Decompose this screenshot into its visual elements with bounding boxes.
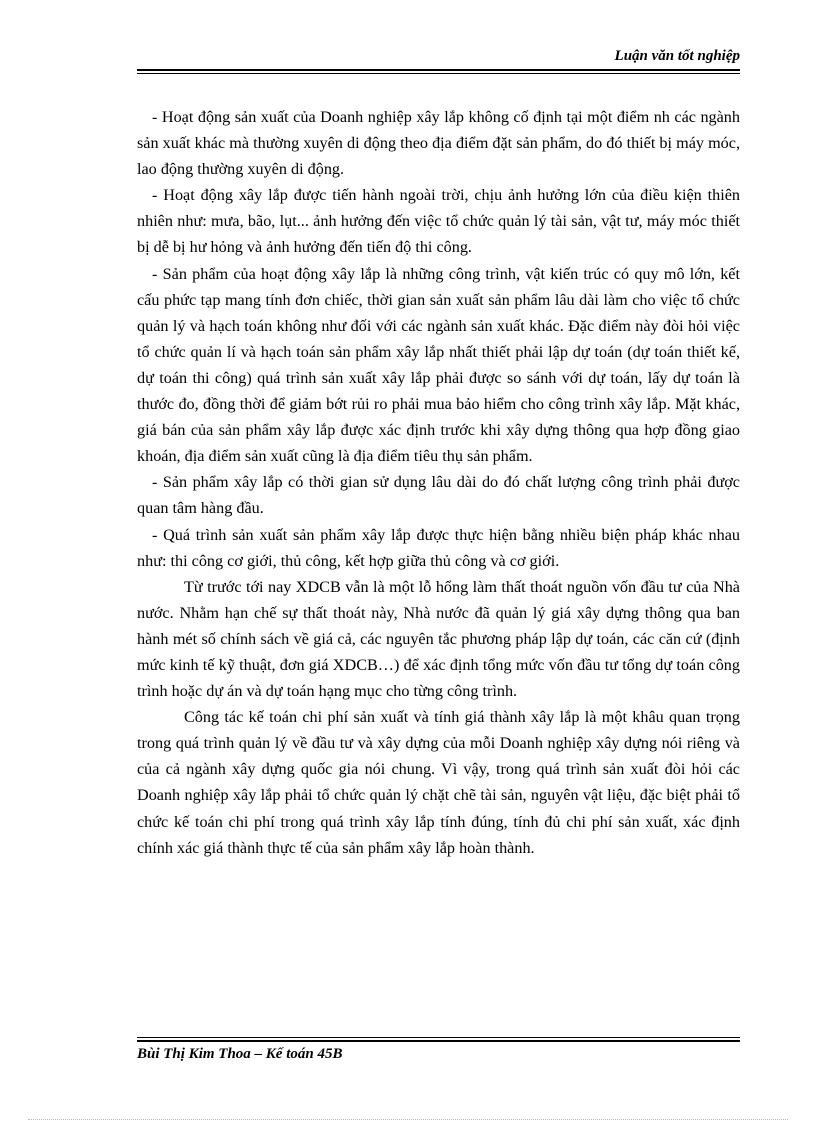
paragraph-outdoor: - Hoạt động xây lắp được tiến hành ngoài trời, chịu ảnh hưởng lớn của điều kiện thiên nhiên như: mưa, bão, lụt... ảnh hưởng đến việc tổ chức quản lý tài sản, vật tư, máy móc thiết bị dễ bị hư hỏng và ảnh hưởng đến tiến độ thi công.	[137, 186, 740, 257]
paragraph-product-scale: - Sản phẩm của hoạt động xây lắp là những công trình, vật kiến trúc có quy mô lớn, kết cấu phức tạp mang tính đơn chiếc, thời gian sản xuất sản phẩm lâu dài làm cho việc tổ chức quản lý và hạch toán không như đối với các ngành sản xuất khác. Đặc điểm này đòi hỏi việc tổ chức quản lí và hạch toán sản phẩm xây lắp nhất thiết phải lập dự toán (dự toán thiết kế, dự toán thi công) quá trình sản xuất xây lắp phải được so sánh với dự toán, lấy dự toán là thước đo, đồng thời để giảm bớt rủi ro phải mua bảo hiểm cho công trình xây lắp. Mặt khác, giá bán của sản phẩm xây lắp được xác định trước khi xây dựng thông qua hợp đồng giao khoán, địa điểm sản xuất cũng là địa điểm tiêu thụ sản phẩm.	[137, 264, 740, 466]
footer-rule-thick	[137, 1040, 740, 1042]
paragraph-quality: - Sản phẩm xây lắp có thời gian sử dụng lâu dài do đó chất lượng công trình phải được quan tâm hàng đầu.	[137, 473, 740, 518]
page-header	[137, 46, 740, 74]
header-rule-thick	[137, 69, 740, 71]
header-title: Luận văn tốt nghiệp	[614, 48, 740, 64]
footer-rule-thin	[137, 1037, 740, 1038]
paragraph-methods: - Quá trình sản xuất sản phẩm xây lắp được thực hiện bằng nhiều biện pháp khác nhau như: thi công cơ giới, thủ công, kết hợp giữa thủ công và cơ giới.	[137, 525, 740, 570]
document-body	[137, 104, 740, 861]
page-edge-divider	[28, 1119, 788, 1120]
paragraph-mobility: - Hoạt động sản xuất của Doanh nghiệp xây lắp không cố định tại một điểm nh các ngành sản xuất khác mà thường xuyên di động theo địa điểm đặt sản phẩm, do đó thiết bị máy móc, lao động thường xuyên di động.	[137, 108, 740, 179]
paragraph-xdcb: Từ trước tới nay XDCB vẫn là một lỗ hổng làm thất thoát nguồn vốn đầu tư của Nhà nước. Nhằm hạn chế sự thất thoát này, Nhà nước đã quản lý giá xây dựng thông qua ban hành mét số chính sách về giá cả, các nguyên tắc phương pháp lập dự toán, các căn cứ (định mức kinh tế kỹ thuật, đơn giá XDCB…) để xác định tổng mức vốn đầu tư tổng dự toán công trình hoặc dự án và dự toán hạng mục cho từng công trình.	[137, 577, 740, 701]
footer-author: Bùi Thị Kim Thoa – Kế toán 45B	[137, 1046, 343, 1062]
header-rule-thin	[137, 73, 740, 74]
paragraph-accounting: Công tác kế toán chi phí sản xuất và tính giá thành xây lắp là một khâu quan trọng trong quá trình quản lý về đầu tư và xây dựng của mỗi Doanh nghiệp xây dựng nói riêng và của cả ngành xây dựng quốc gia nói chung. Vì vậy, trong quá trình sản xuất đòi hỏi các Doanh nghiệp xây lắp phải tổ chức quản lý chặt chẽ tài sản, nguyên vật liệu, đặc biệt phải tổ chức kế toán chi phí trong quá trình xây lắp tính đúng, tính đủ chi phí sản xuất, xác định chính xác giá thành thực tế của sản phẩm xây lắp hoàn thành.	[137, 708, 740, 857]
page-footer	[137, 1037, 740, 1064]
